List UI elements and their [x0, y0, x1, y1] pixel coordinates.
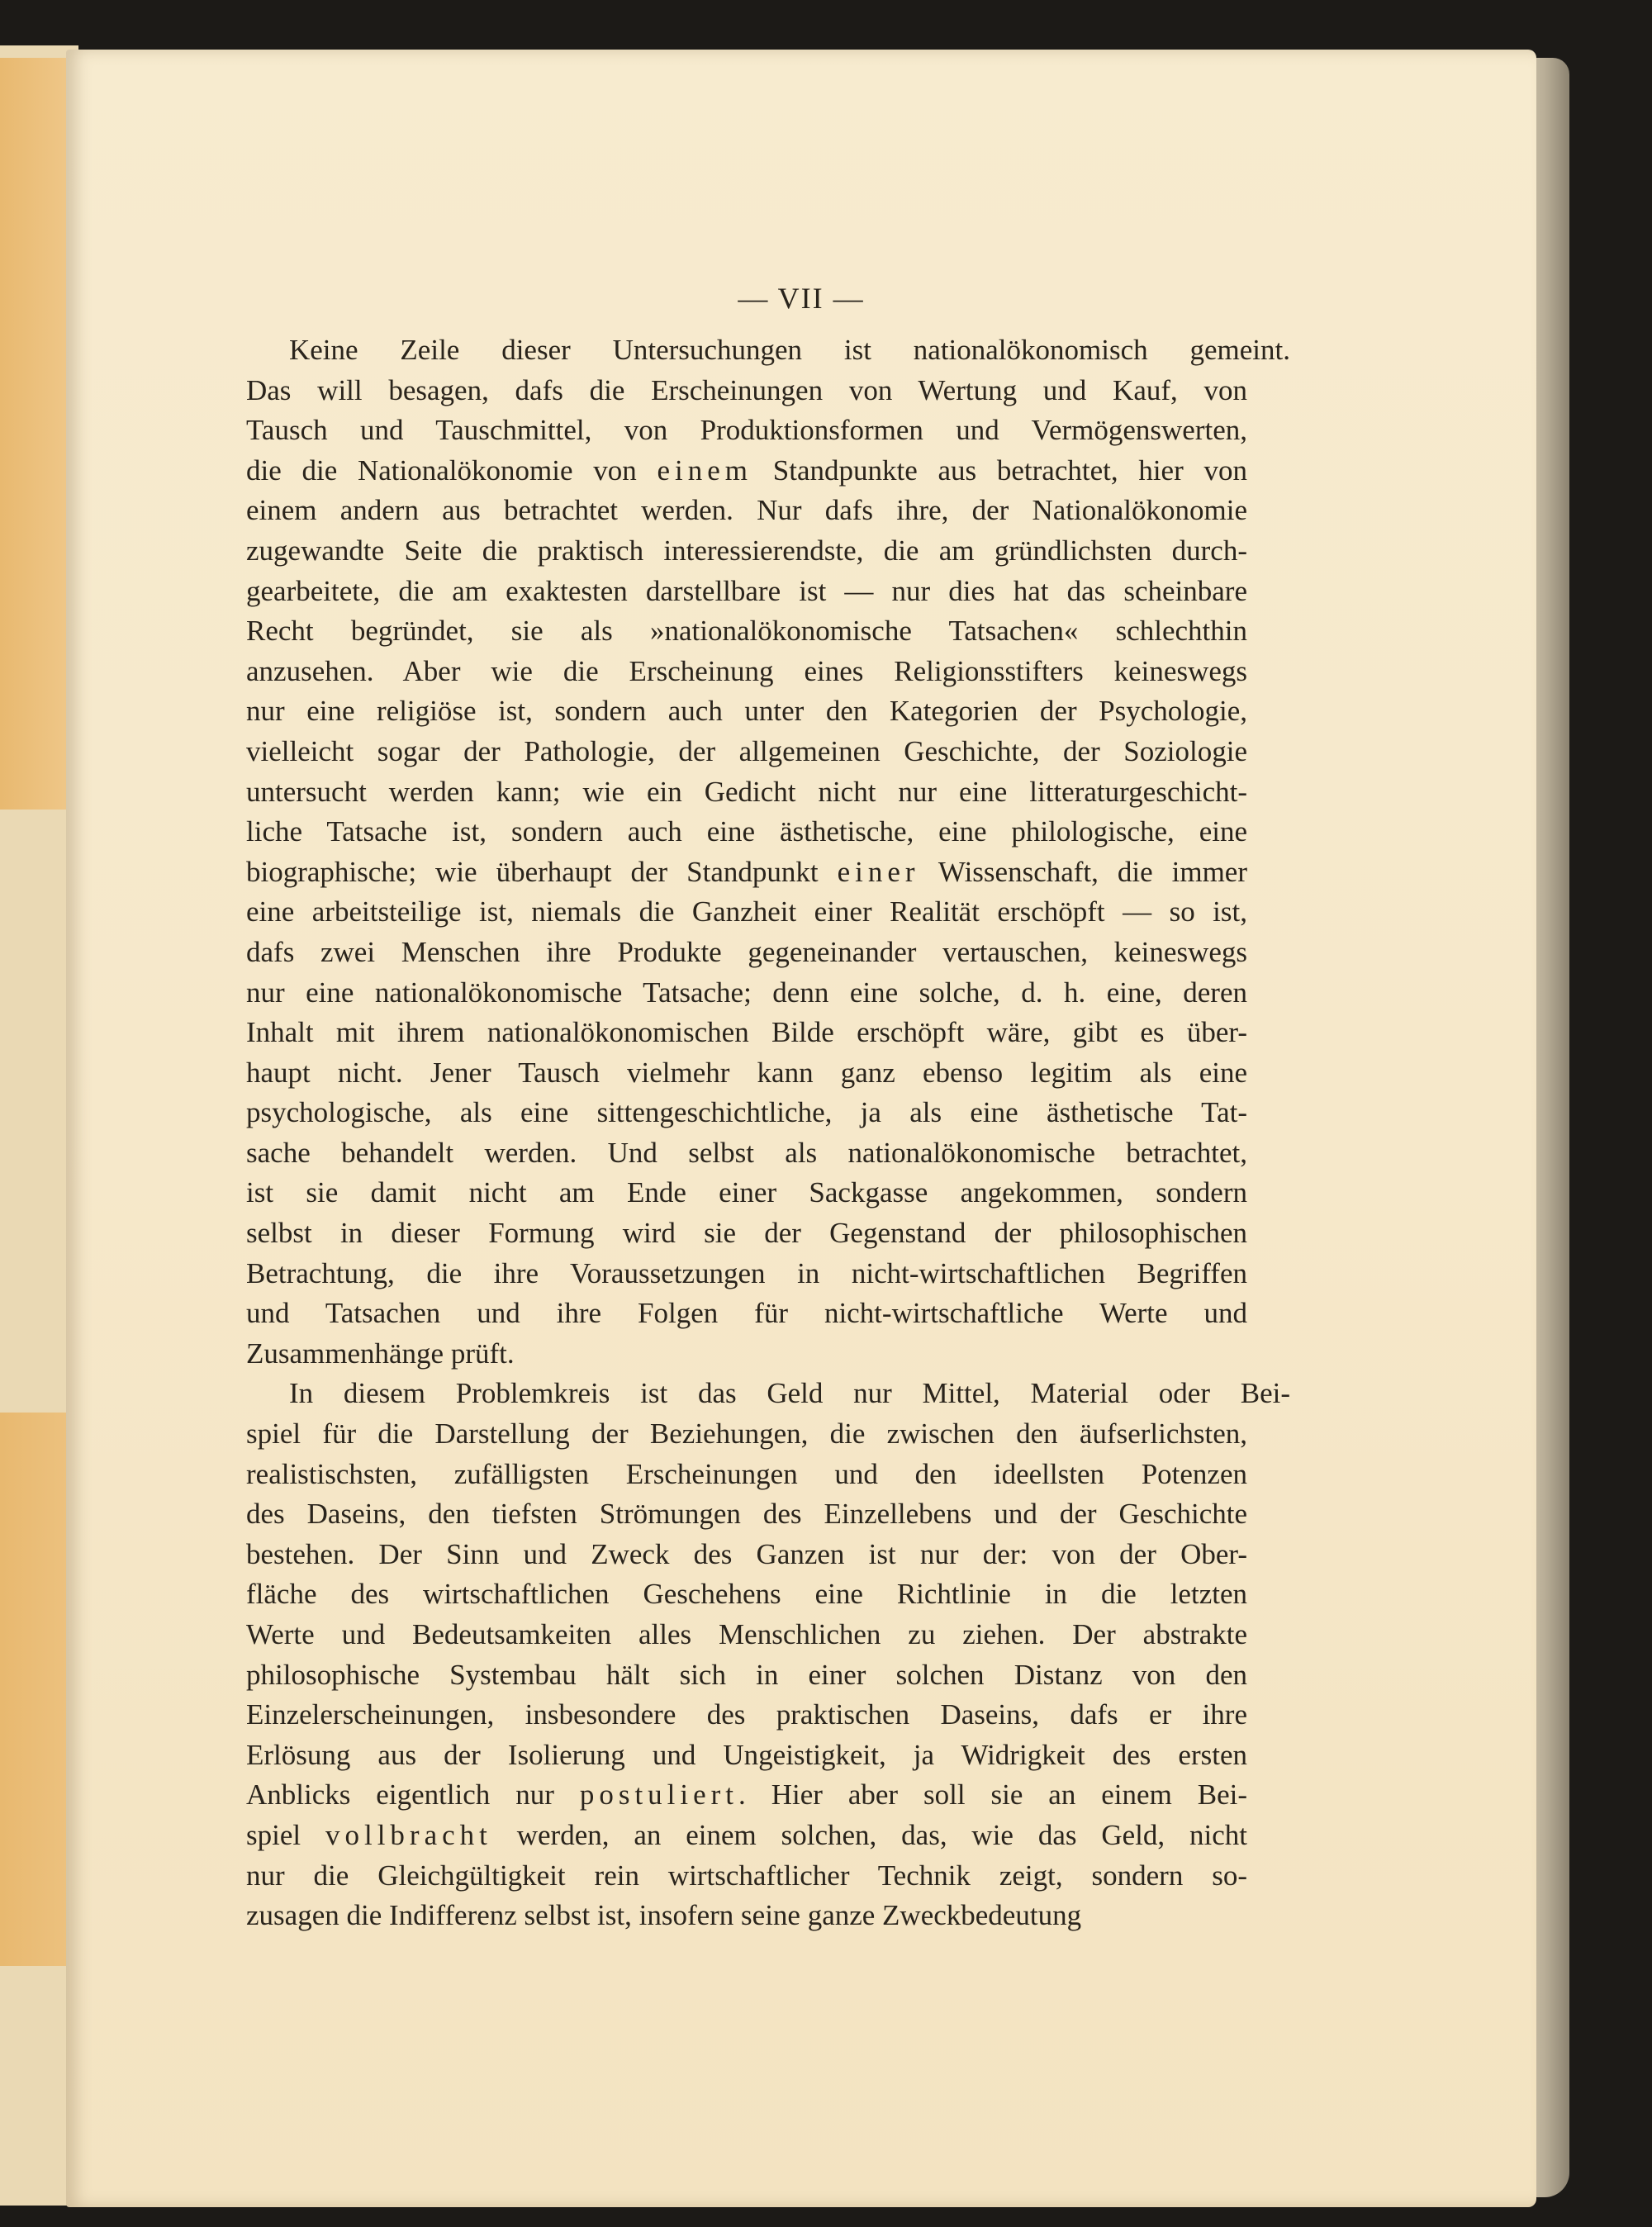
text-segment: liche Tatsache ist, sondern auch eine ästhetische, eine philologische, eine [246, 815, 1247, 848]
text-line [246, 933, 1247, 973]
text-line [246, 1053, 1247, 1094]
text-segment: nur eine nationalökonomische Tatsache; denn eine solche, d. h. eine, deren [246, 976, 1247, 1009]
text-line [246, 1574, 1247, 1615]
text-segment: sache behandelt werden. Und selbst als nationalökonomische betrachtet, [246, 1136, 1247, 1169]
text-line [246, 1294, 1247, 1334]
text-segment: einem andern aus betrachtet werden. Nur dafs ihre, der Nationalökonomie [246, 494, 1247, 527]
emphasized-spaced-word: einer [837, 855, 920, 888]
text-line [246, 812, 1247, 852]
page-number: — VII — [738, 282, 865, 315]
text-line [246, 1816, 1247, 1856]
text-segment: nur eine religiöse ist, sondern auch unter den Kategorien der Psychologie, [246, 695, 1247, 728]
text-segment: Werte und Bedeutsamkeiten alles Menschlichen zu ziehen. Der abstrakte [246, 1618, 1247, 1650]
text-segment: des Daseins, den tiefsten Strömungen des Einzellebens und der Geschichte [246, 1498, 1247, 1531]
emphasized-spaced-word: einem [657, 453, 753, 487]
text-line [246, 611, 1247, 652]
text-segment: philosophische Systembau hält sich in einer solchen Distanz von den [246, 1658, 1247, 1691]
text-line [246, 1455, 1247, 1495]
text-segment: Standpunkte aus betrachtet, hier von [752, 453, 1247, 487]
text-segment: Zusammenhänge prüft. [246, 1337, 515, 1370]
text-segment: . Hier aber soll sie an einem Bei- [738, 1778, 1247, 1812]
text-line [246, 1013, 1247, 1053]
text-line [246, 1414, 1247, 1455]
text-line [246, 1334, 1247, 1375]
text-segment: anzusehen. Aber wie die Erscheinung eines Religionsstifters keineswegs [246, 654, 1247, 687]
text-segment: fläche des wirtschaftlichen Geschehens eine Richtlinie in die letzten [246, 1578, 1247, 1611]
text-segment: eine arbeitsteilige ist, niemals die Ganzheit einer Realität erschöpft — so ist, [246, 895, 1247, 928]
text-line [246, 1374, 1290, 1414]
text-line [246, 491, 1247, 531]
text-line [246, 691, 1247, 732]
text-line [246, 852, 1247, 893]
text-segment: spiel [246, 1818, 325, 1851]
text-segment: In diesem Problemkreis ist das Geld nur Mittel, Material oder Bei- [289, 1377, 1290, 1410]
text-line [246, 531, 1247, 572]
text-segment: dafs zwei Menschen ihre Produkte gegeneinander vertauschen, keineswegs [246, 935, 1247, 968]
paragraph [246, 1374, 1290, 1935]
text-segment: psychologische, als eine sittengeschichtliche, ja als eine ästhetische Tat- [246, 1096, 1247, 1129]
text-segment: Einzelerscheinungen, insbesondere des praktischen Daseins, dafs er ihre [246, 1698, 1247, 1731]
body-text [246, 330, 1290, 1936]
text-segment: Betrachtung, die ihre Voraussetzungen in nicht-wirtschaftlichen Begriffen [246, 1256, 1247, 1289]
text-segment: Recht begründet, sie als »nationalökonomische Tatsachen« schlechthin [246, 615, 1247, 648]
emphasized-spaced-word: vollbracht [325, 1818, 492, 1851]
text-line [246, 1695, 1247, 1736]
text-line [246, 330, 1290, 371]
text-segment: Keine Zeile dieser Untersuchungen ist nationalökonomisch gemeint. [289, 334, 1290, 366]
text-segment: Wissenschaft, die immer [919, 855, 1247, 888]
text-line [246, 1896, 1247, 1936]
text-line [246, 1775, 1247, 1816]
text-line [246, 1494, 1247, 1535]
text-segment: untersucht werden kann; wie ein Gedicht nicht nur eine litteraturgeschicht- [246, 775, 1247, 808]
text-segment: Tausch und Tauschmittel, von Produktionsformen und Vermögenswerten, [246, 414, 1247, 447]
text-segment: und Tatsachen und ihre Folgen für nicht-wirtschaftliche Werte und [246, 1297, 1247, 1330]
text-segment: ist sie damit nicht am Ende einer Sackgasse angekommen, sondern [246, 1176, 1247, 1209]
text-line [246, 1133, 1247, 1174]
text-segment: Das will besagen, dafs die Erscheinungen von Wertung und Kauf, von [246, 373, 1247, 406]
text-line [246, 1254, 1247, 1294]
text-segment: werden, an einem solchen, das, wie das Geld, nicht [491, 1818, 1247, 1851]
text-line [246, 973, 1247, 1014]
text-segment: Inhalt mit ihrem nationalökonomischen Bilde erschöpft wäre, gibt es über- [246, 1016, 1247, 1049]
text-line [246, 1173, 1247, 1213]
text-segment: Erlösung aus der Isolierung und Ungeistigkeit, ja Widrigkeit des ersten [246, 1738, 1247, 1771]
text-segment: zusagen die Indifferenz selbst ist, insofern seine ganze Zweckbedeutung [246, 1899, 1082, 1932]
text-line [246, 1213, 1247, 1254]
text-line [246, 772, 1247, 813]
text-segment: biographische; wie überhaupt der Standpunkt [246, 855, 838, 888]
emphasized-spaced-word: postuliert [579, 1778, 739, 1812]
text-segment: Anblicks eigentlich nur [246, 1778, 580, 1812]
text-segment: spiel für die Darstellung der Beziehungen, die zwischen den äufserlichsten, [246, 1417, 1247, 1451]
text-line [246, 1535, 1247, 1575]
text-segment: zugewandte Seite die praktisch interessierendste, die am gründlichsten durch- [246, 534, 1247, 567]
text-segment: bestehen. Der Sinn und Zweck des Ganzen ist nur der: von der Ober- [246, 1537, 1247, 1570]
text-line [246, 451, 1247, 491]
text-segment: die die Nationalökonomie von [246, 453, 657, 487]
text-segment: selbst in dieser Formung wird sie der Gegenstand der philosophischen [246, 1217, 1247, 1250]
text-line [246, 572, 1247, 612]
text-segment: gearbeitete, die am exaktesten darstellbare ist — nur dies hat das scheinbare [246, 574, 1247, 607]
text-line [246, 1615, 1247, 1655]
paragraph [246, 330, 1290, 1374]
text-line [246, 652, 1247, 692]
text-segment: haupt nicht. Jener Tausch vielmehr kann ganz ebenso legitim als eine [246, 1056, 1247, 1089]
text-segment: realistischsten, zufälligsten Erscheinungen und den ideellsten Potenzen [246, 1457, 1247, 1490]
text-line [246, 371, 1247, 411]
text-line [246, 732, 1247, 772]
book-page [66, 50, 1536, 2207]
text-line [246, 411, 1247, 451]
text-segment: nur die Gleichgültigkeit rein wirtschaftlicher Technik zeigt, sondern so- [246, 1859, 1247, 1892]
text-line [246, 1856, 1247, 1897]
text-line [246, 1736, 1247, 1776]
text-line [246, 1093, 1247, 1133]
text-line [246, 892, 1247, 933]
text-line [246, 1655, 1247, 1696]
text-segment: vielleicht sogar der Pathologie, der allgemeinen Geschichte, der Soziologie [246, 734, 1247, 767]
